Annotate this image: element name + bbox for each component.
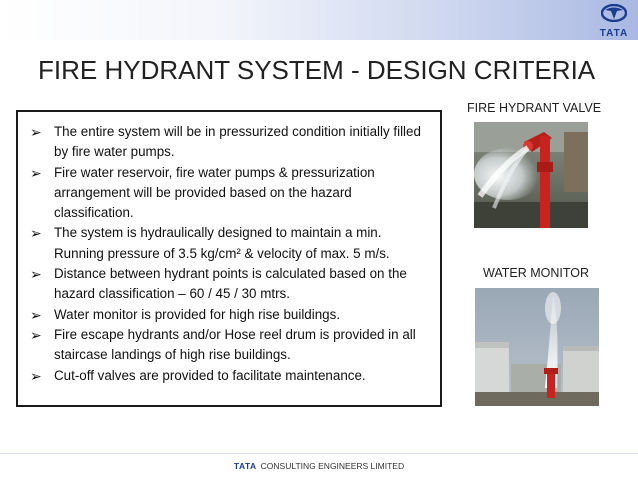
- criteria-item: ➢ The system is hydraulically designed to maintain a min. Running pressure of 3.5 kg/cm² & velocity of max. 5 m/s.: [30, 225, 390, 261]
- tata-logo: [594, 4, 634, 40]
- criteria-item: ➢ Distance between hydrant points is calculated based on the hazard classification – 60 / 45 / 30 mtrs.: [30, 266, 407, 302]
- footer-brand: TATA: [233, 461, 257, 471]
- criteria-box: [16, 110, 442, 407]
- hydrant-valve-photo: [474, 122, 588, 228]
- criteria-item: ➢ The entire system will be in pressurized condition initially filled by fire water pumps.: [30, 124, 421, 160]
- water-monitor-caption: WATER MONITOR: [483, 266, 590, 280]
- criteria-item: ➢ Fire escape hydrants and/or Hose reel drum is provided in all staircase landings of high rise buildings.: [30, 326, 416, 363]
- arrow-right-icon: ➢: [30, 164, 42, 181]
- arrow-right-icon: ➢: [30, 306, 42, 323]
- water-monitor-photo: [475, 288, 599, 406]
- criteria-item: ➢ Fire water reservoir, fire water pumps & pressurization arrangement will be provided based on the hazard classification.: [30, 164, 375, 221]
- tata-logo-word: TATA: [599, 28, 629, 39]
- footer-text: CONSULTING ENGINEERS LIMITED: [260, 461, 405, 471]
- tata-emblem-icon: [601, 4, 627, 22]
- arrow-right-icon: ➢: [30, 326, 42, 343]
- footer: [0, 461, 638, 471]
- slide-title: FIRE HYDRANT SYSTEM - DESIGN CRITERIA: [38, 55, 596, 85]
- hydrant-valve-caption: FIRE HYDRANT VALVE: [467, 101, 602, 115]
- footer-divider: [0, 453, 638, 454]
- arrow-right-icon: ➢: [30, 124, 42, 140]
- arrow-right-icon: ➢: [30, 367, 42, 384]
- criteria-item: ➢ Cut-off valves are provided to facilitate maintenance.: [30, 366, 434, 386]
- header-band: [0, 0, 638, 40]
- arrow-right-icon: ➢: [30, 266, 42, 283]
- arrow-right-icon: ➢: [30, 225, 42, 242]
- criteria-list: [18, 112, 440, 386]
- criteria-item: ➢ Water monitor is provided for high rise buildings.: [30, 305, 434, 325]
